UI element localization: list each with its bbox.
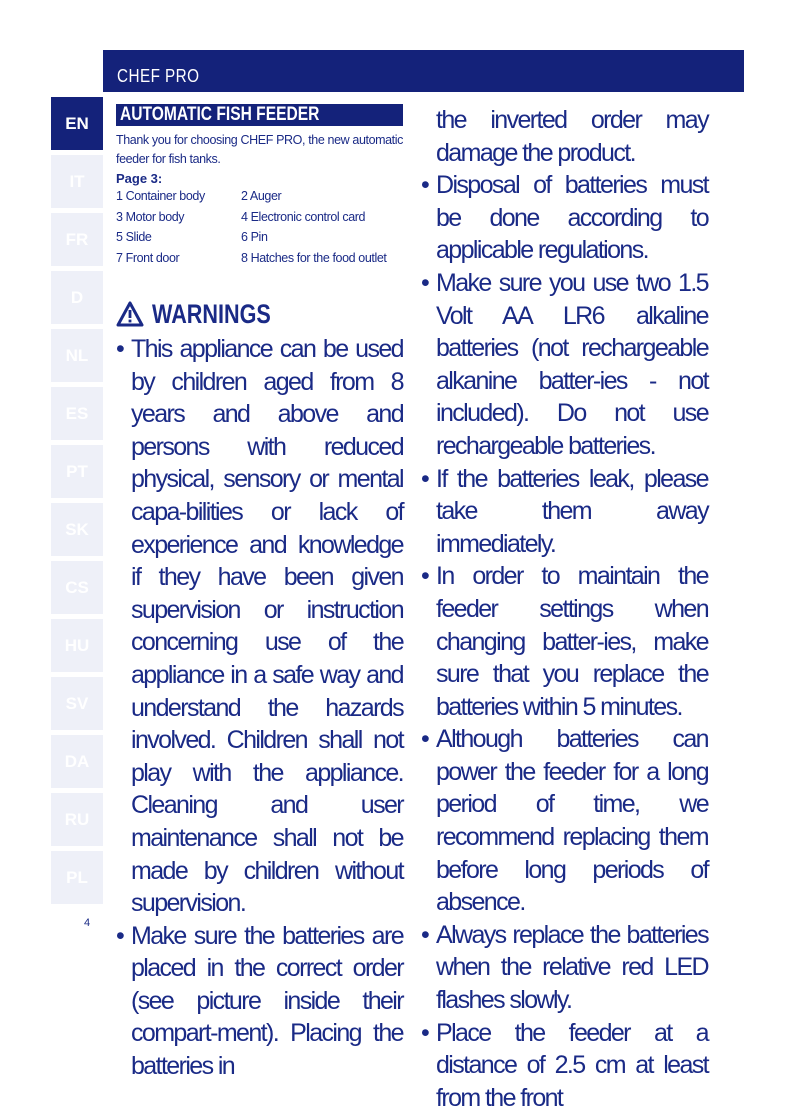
- lang-tab-sv[interactable]: SV: [51, 677, 103, 730]
- warning-item-continued: the inverted order may damage the product.: [436, 106, 708, 167]
- warning-item: • Make sure the batteries are placed in the correct order (see picture inside their compart-ment). Placing the batteries in: [116, 920, 403, 1083]
- part-item: 7 Front door: [116, 250, 180, 265]
- intro-text: Thank you for choosing CHEF PRO, the new automatic feeder for fish tanks.: [116, 133, 403, 166]
- warning-item: • This appliance can be used by children aged from 8 years and above and persons with reduced physical, sensory or mental capa-bilities or lack of experience and knowledge if they have been given supervision or instruction concerning use of the appliance in a safe way and understand the hazards involved. Children shall not play with the appliance. Cleaning and user maintenance shall not be made by children without supervision.: [116, 333, 403, 920]
- lang-tab-da[interactable]: DA: [51, 735, 103, 788]
- part-item: 3 Motor body: [116, 209, 185, 224]
- section-title: AUTOMATIC FISH FEEDER: [116, 104, 403, 126]
- parts-list: [116, 189, 386, 271]
- page-number: 4: [84, 917, 91, 929]
- header-bar: [103, 50, 744, 92]
- lang-tab-hu[interactable]: HU: [51, 619, 103, 672]
- part-item: 4 Electronic control card: [241, 209, 366, 224]
- lang-tab-fr[interactable]: FR: [51, 213, 103, 266]
- part-item: 1 Container body: [116, 189, 205, 203]
- parts-row: [116, 230, 386, 251]
- warning-item: • If the batteries leak, please take them away immediately.: [421, 463, 708, 561]
- lang-tab-es[interactable]: ES: [51, 387, 103, 440]
- part-item: 6 Pin: [241, 230, 268, 244]
- warnings-title: WARNINGS: [152, 298, 271, 329]
- lang-tab-sk[interactable]: SK: [51, 503, 103, 556]
- warning-triangle-icon: [116, 301, 144, 327]
- warnings-list-right: [421, 104, 708, 1114]
- lang-tab-pl[interactable]: PL: [51, 851, 103, 904]
- warning-item: • Make sure you use two 1.5 Volt AA LR6 alkaline batteries (not rechargeable alkanine batter-ies - not included). Do not use rechargeable batteries.: [421, 267, 708, 463]
- lang-tab-cs[interactable]: CS: [51, 561, 103, 614]
- warnings-list-left: [116, 333, 403, 1083]
- lang-tab-d[interactable]: D: [51, 271, 103, 324]
- parts-row: [116, 210, 386, 231]
- lang-tab-nl[interactable]: NL: [51, 329, 103, 382]
- part-item: 8 Hatches for the food outlet: [241, 250, 387, 265]
- lang-tab-it[interactable]: IT: [51, 155, 103, 208]
- warning-item: • Place the feeder at a distance of 2.5 cm at least from the front: [421, 1017, 708, 1114]
- left-column: [116, 104, 403, 1083]
- lang-tab-pt[interactable]: PT: [51, 445, 103, 498]
- part-item: 2 Auger: [241, 189, 282, 203]
- warnings-heading: [116, 297, 403, 331]
- brand-name: CHEF PRO: [117, 66, 200, 86]
- right-column: [421, 104, 708, 1114]
- parts-row: [116, 251, 386, 272]
- part-item: 5 Slide: [116, 230, 152, 244]
- parts-row: [116, 189, 386, 210]
- warning-item: • Always replace the batteries when the relative red LED flashes slowly.: [421, 919, 708, 1017]
- warning-item: • In order to maintain the feeder settings when changing batter-ies, make sure that you replace the batteries within 5 minutes.: [421, 560, 708, 723]
- warning-item: • Although batteries can power the feeder for a long period of time, we recommend replacing them before long periods of absence.: [421, 723, 708, 919]
- warning-item: • Disposal of batteries must be done according to applicable regulations.: [421, 169, 708, 267]
- lang-tab-en[interactable]: EN: [51, 97, 103, 150]
- page-label: Page 3:: [116, 171, 163, 186]
- lang-tab-ru[interactable]: RU: [51, 793, 103, 846]
